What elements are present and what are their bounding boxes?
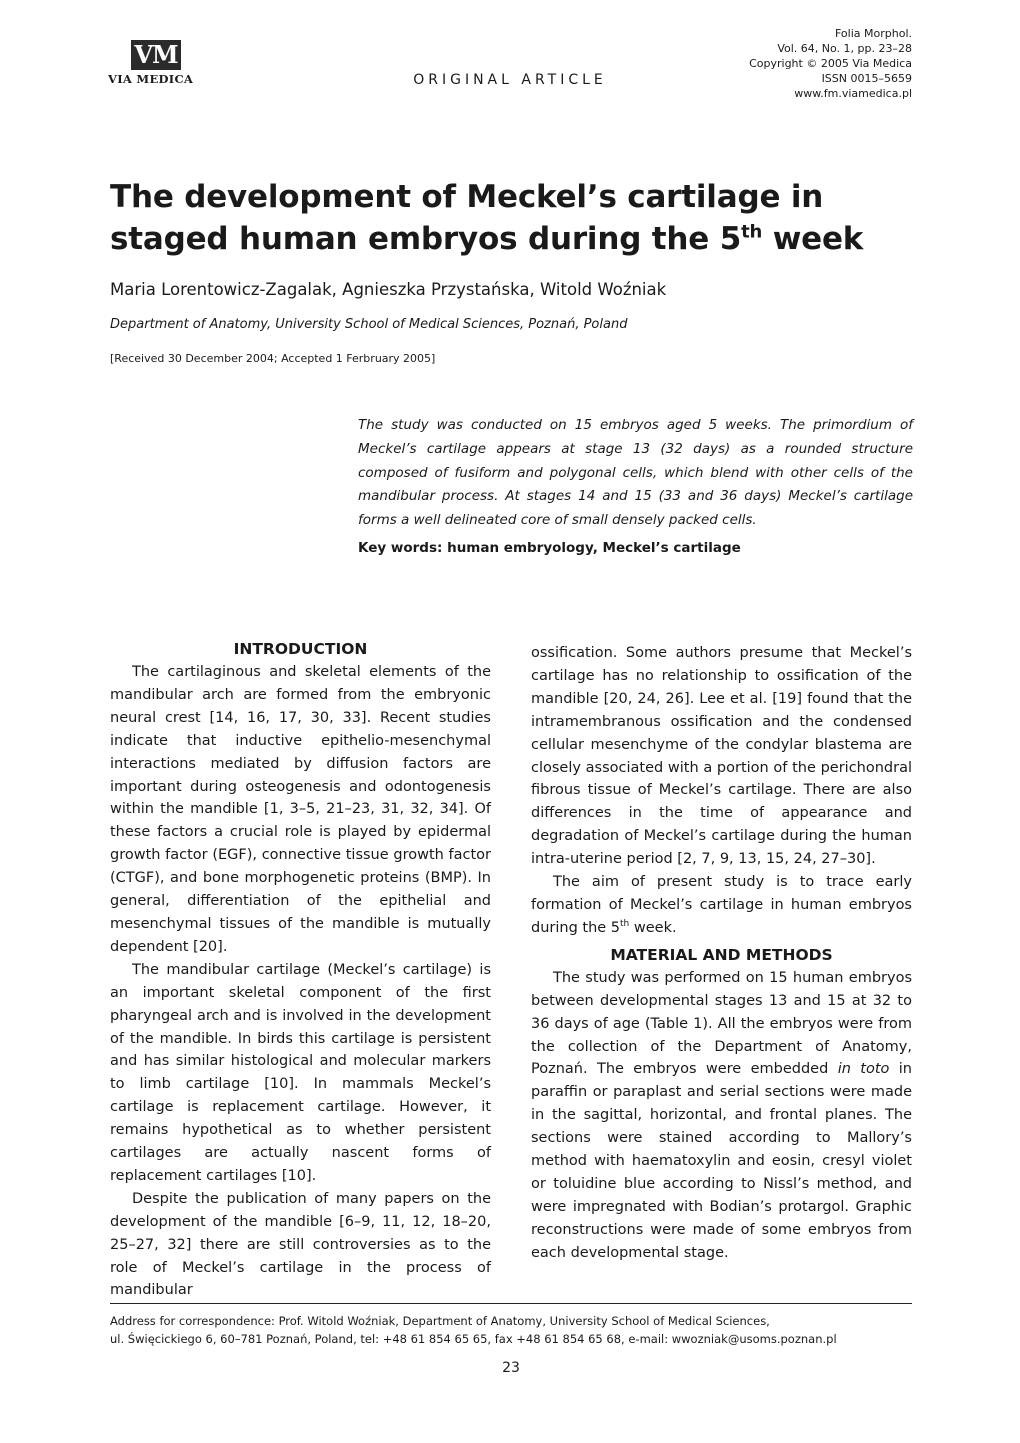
journal-info: [749, 26, 912, 101]
title-end: week: [762, 221, 864, 257]
superscript: th: [620, 919, 630, 930]
paragraph-text: in paraffin or paraplast and serial sections were made in the sagittal, horizontal, and frontal planes. The sections were stained according to Mallory’s method with haematoxylin and eosin, cresyl violet or toluidine blue according to Nissl’s method, and were impregnated with Bodian’s protargol. Graphic reconstructions were made of some embryos from each developmental stage.: [531, 1061, 912, 1261]
journal-line: Folia Morphol.: [835, 27, 912, 40]
paragraph-text: The aim of present study is to trace early formation of Meckel’s cartilage in human embryos during the 5: [531, 874, 912, 936]
italic-text: in toto: [837, 1061, 890, 1078]
publisher-logo: [108, 40, 208, 86]
footer-divider: [110, 1303, 912, 1304]
journal-link[interactable]: www.fm.viamedica.pl: [794, 87, 912, 100]
address-line: ul. Święcickiego 6, 60–781 Poznań, Poland, tel: +48 61 854 65 65, fax +48 61 854 65 68, e-mail: wwozniak@usoms.poznan.pl: [110, 1332, 837, 1346]
paragraph-continued: ossification. Some authors presume that Meckel’s cartilage has no relationship to ossification of the mandible [20, 24, 26]. Lee et al. [19] found that the intramembranous ossification and the condensed cellular mesenchyme of the condylar blastema are closely associated with a portion of the perichondral fibrous tissue of Meckel’s cartilage. There are also differences in the time of appearance and degradation of Meckel’s cartilage during the human intra-uterine period [2, 7, 9, 13, 15, 24, 27–30].: [531, 645, 912, 868]
logo-mark: VM: [131, 40, 181, 70]
section-heading-methods: MATERIAL AND METHODS: [610, 945, 833, 964]
section-label: ORIGINAL ARTICLE: [413, 72, 607, 88]
affiliation: Department of Anatomy, University School of Medical Sciences, Poznań, Poland: [110, 317, 628, 332]
section-heading-introduction: INTRODUCTION: [233, 640, 368, 658]
paragraph: Despite the publication of many papers on the development of the mandible [6–9, 11, 12, 18–20, 25–27, 32] there are still controversies as to the role of Meckel’s cartilage in the process of mandibular: [110, 1190, 491, 1299]
journal-line: ISSN 0015–5659: [821, 72, 912, 85]
address-line: Address for correspondence: Prof. Witold Woźniak, Department of Anatomy, University School of Medical Sciences,: [110, 1314, 770, 1328]
page-number: 23: [502, 1360, 520, 1376]
article-title: [110, 176, 930, 260]
authors: Maria Lorentowicz-Zagalak, Agnieszka Przystańska, Witold Woźniak: [110, 280, 667, 299]
correspondence-address: [110, 1312, 912, 1348]
received-dates: [Received 30 December 2004; Accepted 1 Ferbruary 2005]: [110, 352, 436, 365]
journal-line: Vol. 64, No. 1, pp. 23–28: [777, 42, 912, 55]
right-column: [531, 642, 912, 1265]
logo-text: VIA MEDICA: [108, 72, 194, 86]
paragraph: [531, 871, 912, 940]
paragraph: [531, 967, 912, 1265]
title-text: The development of Meckel’s cartilage in staged human embryos during the 5: [110, 179, 824, 257]
paragraph: The cartilaginous and skeletal elements of the mandibular arch are formed from the embryonic neural crest [14, 16, 17, 30, 33]. Recent studies indicate that inductive epithelio-mesenchymal interactions mediated by diffusion factors are important during osteogenesis and odontogenesis within the mandible [1, 3–5, 21–23, 31, 32, 34]. Of these factors a crucial role is played by epidermal growth factor (EGF), connective tissue growth factor (CTGF), and bone morphogenetic proteins (BMP). In general, differentiation of the epithelial and mesenchymal tissues of the mandible is mutually dependent [20].: [110, 664, 491, 955]
paragraph-text: week.: [629, 919, 677, 936]
keywords: Key words: human embryology, Meckel’s cartilage: [358, 540, 741, 556]
abstract: The study was conducted on 15 embryos aged 5 weeks. The primordium of Meckel’s cartilage appears at stage 13 (32 days) as a rounded structure composed of fusiform and polygonal cells, which blend with other cells of the mandibular process. At stages 14 and 15 (33 and 36 days) Meckel’s cartilage forms a well delineated core of small densely packed cells.: [358, 417, 913, 529]
paragraph-text: The study was performed on 15 human embryos between developmental stages 13 and 15 at 32 to 36 days of age (Table 1). All the embryos were from the collection of the Department of Anatomy, Poznań. The embryos were embedded: [531, 969, 912, 1078]
title-superscript: th: [741, 221, 763, 243]
journal-line: Copyright © 2005 Via Medica: [749, 57, 912, 70]
paragraph: The mandibular cartilage (Meckel’s cartilage) is an important skeletal component of the first pharyngeal arch and is involved in the development of the mandible. In birds this cartilage is persistent and has similar histological and molecular markers to limb cartilage [10]. In mammals Meckel’s cartilage is replacement cartilage. However, it remains hypothetical as to whether persistent cartilages are actually nascent forms of replacement cartilages [10].: [110, 961, 491, 1184]
left-column: [110, 638, 491, 1302]
